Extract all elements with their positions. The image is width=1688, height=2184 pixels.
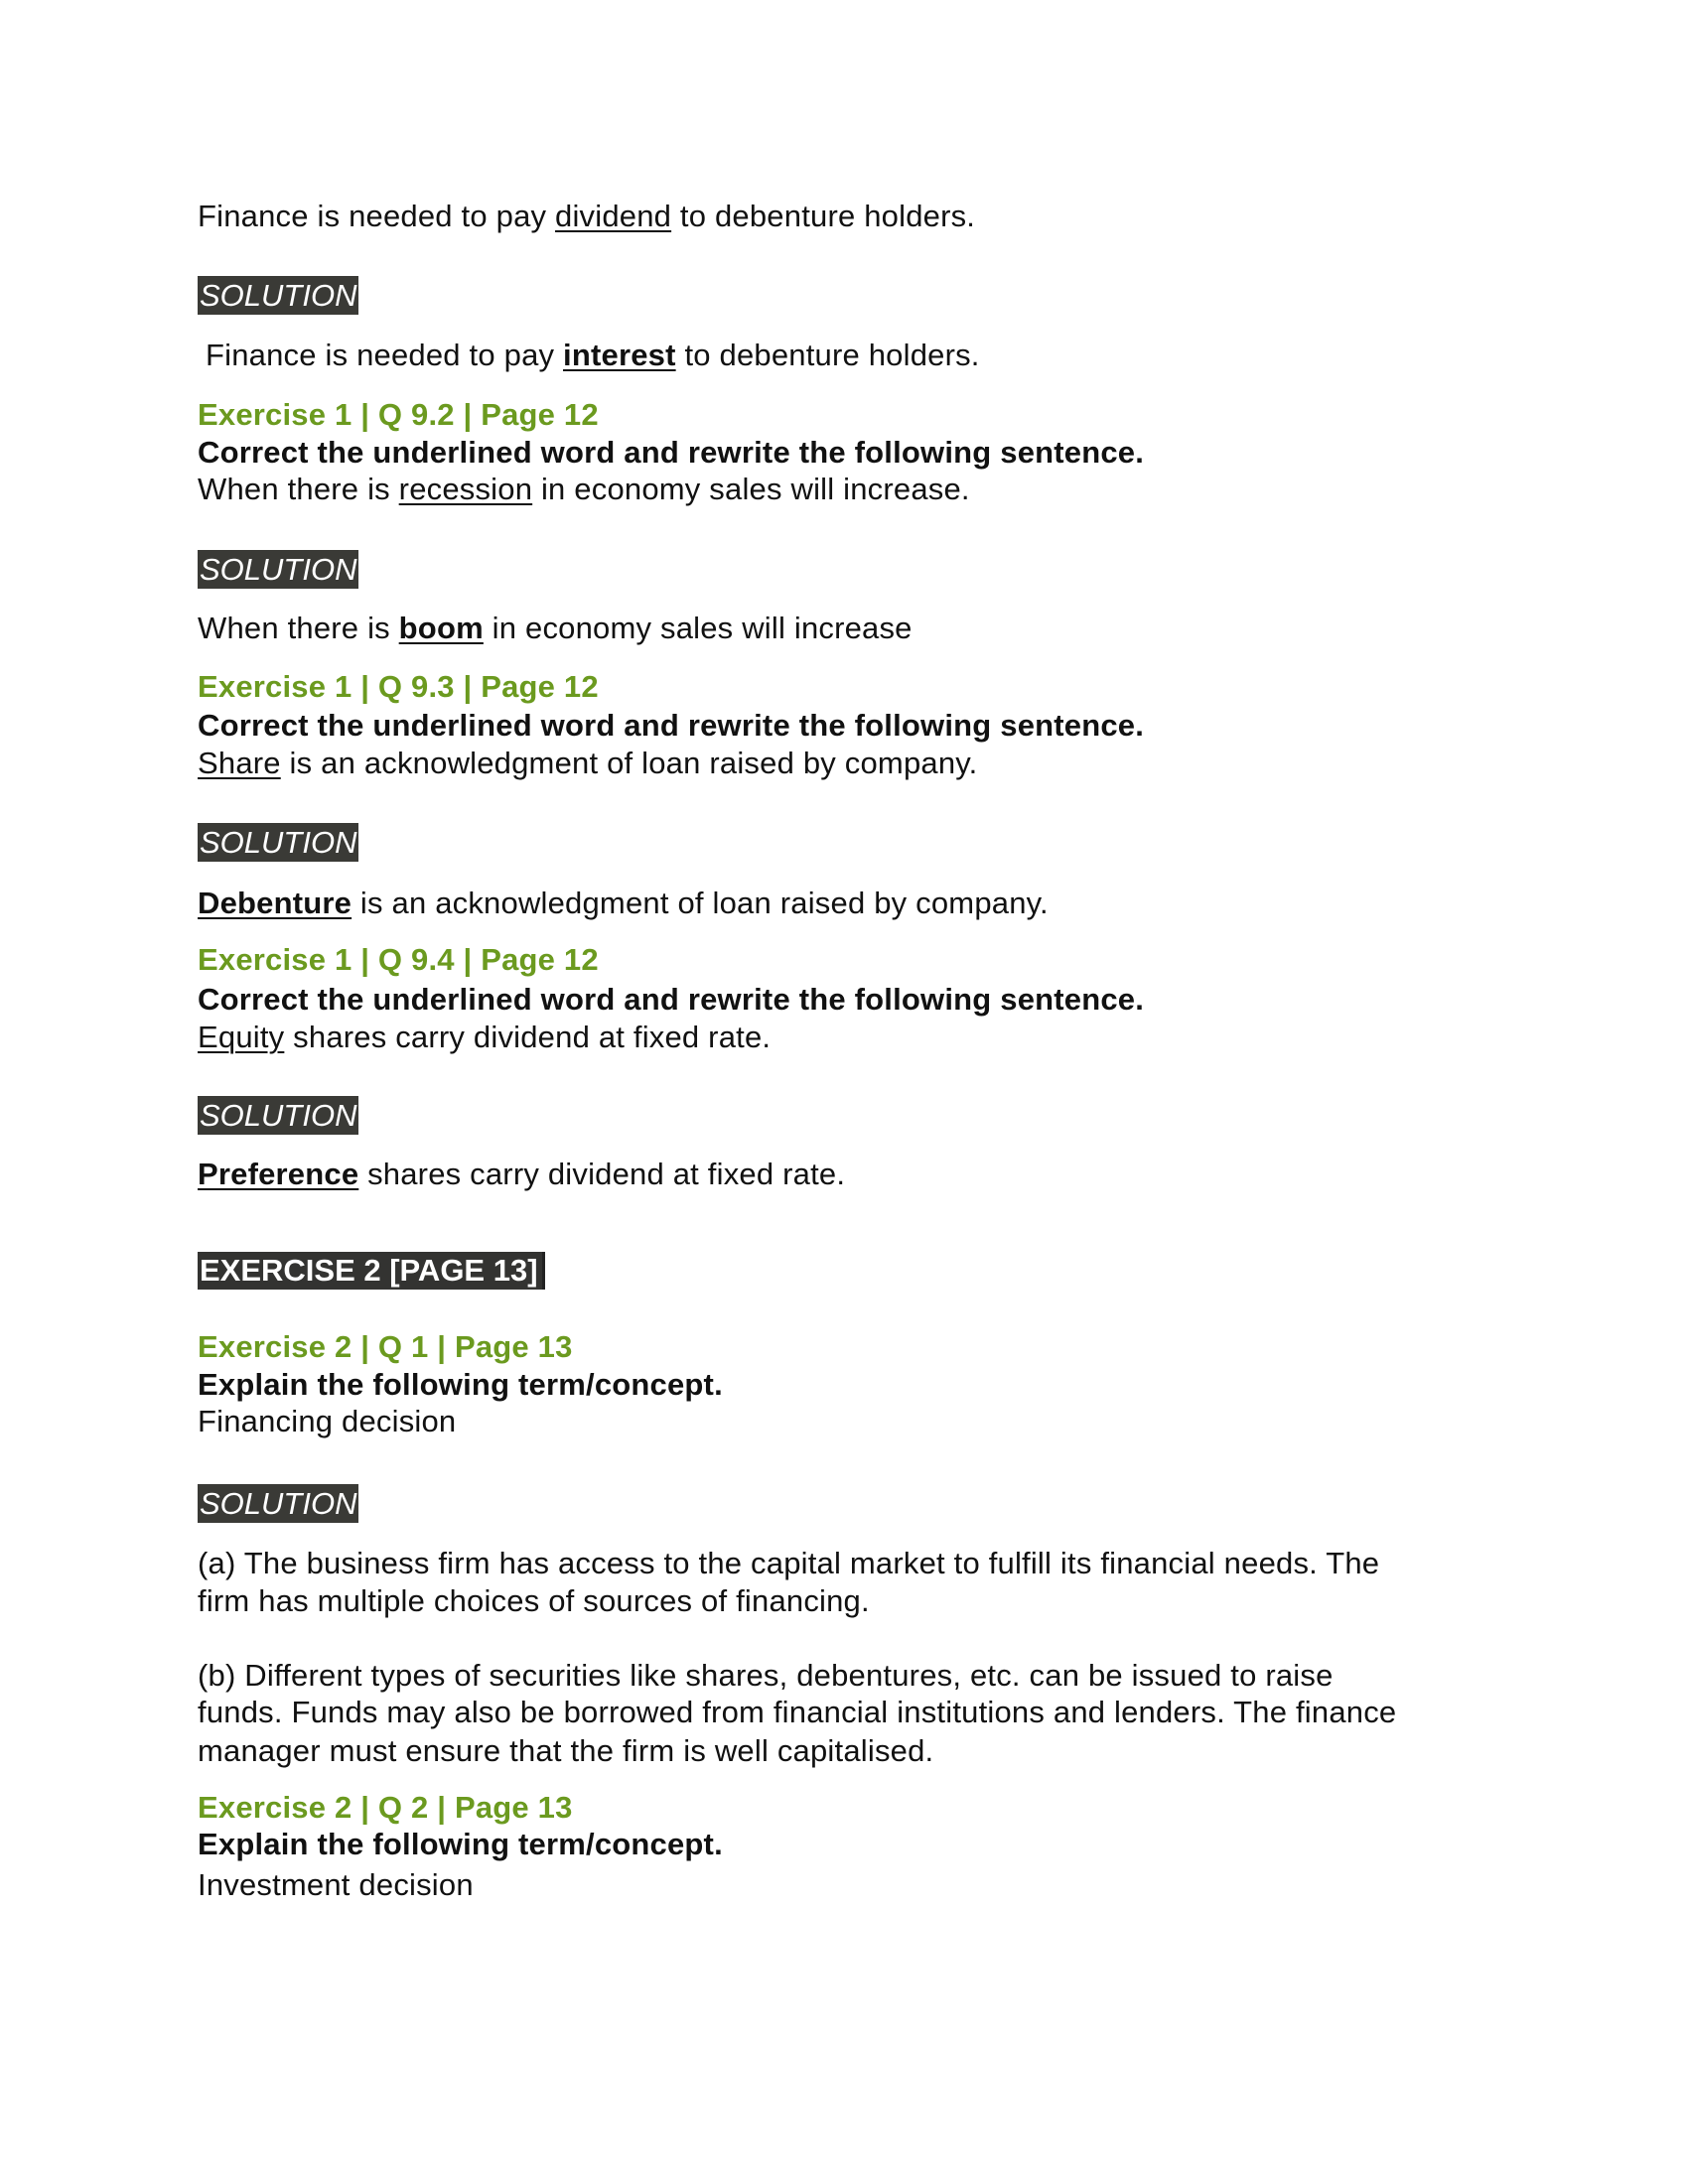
solution-label: SOLUTION: [200, 278, 357, 313]
corrected-word: boom: [398, 611, 484, 645]
text: in economy sales will increase: [483, 611, 913, 645]
question-instruction: Explain the following term/concept.: [198, 1827, 723, 1861]
solution-label: SOLUTION: [200, 1486, 357, 1521]
answer-sentence: [198, 611, 913, 646]
text: When there is: [198, 472, 399, 506]
question-instruction: Explain the following term/concept.: [198, 1367, 723, 1402]
solution-label: SOLUTION: [200, 552, 357, 587]
question-instruction: Correct the underlined word and rewrite the following sentence.: [198, 982, 1145, 1017]
corrected-word: Debenture: [198, 886, 352, 920]
question-term: Financing decision: [198, 1404, 457, 1438]
solution-label: SOLUTION: [200, 1098, 357, 1133]
underlined-word: recession: [398, 472, 533, 506]
question-heading: Exercise 1 | Q 9.4 | Page 12: [198, 942, 599, 977]
exercise-banner: EXERCISE 2 [PAGE 13]: [198, 1252, 545, 1290]
text: is an acknowledgment of loan raised by company.: [352, 886, 1049, 920]
question-sentence: [198, 1020, 771, 1055]
text: shares carry dividend at fixed rate.: [284, 1020, 772, 1054]
question-sentence: [198, 746, 977, 781]
corrected-word: Preference: [198, 1157, 359, 1191]
text: Finance is needed to pay: [206, 338, 564, 372]
text: shares carry dividend at fixed rate.: [358, 1157, 846, 1191]
answer-line: (a) The business firm has access to the capital market to fulfill its financial needs. The: [198, 1546, 1380, 1580]
question-sentence: [198, 199, 975, 234]
underlined-word: dividend: [555, 199, 672, 233]
underlined-word: Share: [198, 746, 281, 780]
text: to debenture holders.: [671, 199, 976, 233]
question-heading: Exercise 2 | Q 2 | Page 13: [198, 1790, 573, 1825]
question-heading: Exercise 1 | Q 9.3 | Page 12: [198, 669, 599, 704]
solution-label: SOLUTION: [200, 825, 357, 860]
answer-sentence: [198, 1157, 845, 1192]
question-instruction: Correct the underlined word and rewrite the following sentence.: [198, 435, 1145, 470]
text: When there is: [198, 611, 399, 645]
question-heading: Exercise 2 | Q 1 | Page 13: [198, 1329, 573, 1364]
question-instruction: Correct the underlined word and rewrite the following sentence.: [198, 708, 1145, 743]
text: to debenture holders.: [675, 338, 980, 372]
text: is an acknowledgment of loan raised by company.: [280, 746, 978, 780]
answer-line: firm has multiple choices of sources of financing.: [198, 1583, 870, 1618]
question-sentence: [198, 472, 970, 507]
answer-line: funds. Funds may also be borrowed from financial institutions and lenders. The finance: [198, 1695, 1397, 1729]
text: Finance is needed to pay: [198, 199, 556, 233]
answer-sentence: [198, 886, 1049, 921]
answer-sentence: [206, 338, 980, 373]
answer-line: manager must ensure that the firm is well capitalised.: [198, 1733, 934, 1768]
question-heading: Exercise 1 | Q 9.2 | Page 12: [198, 397, 599, 432]
underlined-word: Equity: [198, 1020, 285, 1054]
corrected-word: interest: [563, 338, 676, 372]
text: in economy sales will increase.: [532, 472, 970, 506]
answer-line: (b) Different types of securities like shares, debentures, etc. can be issued to raise: [198, 1658, 1334, 1693]
question-term: Investment decision: [198, 1867, 474, 1902]
